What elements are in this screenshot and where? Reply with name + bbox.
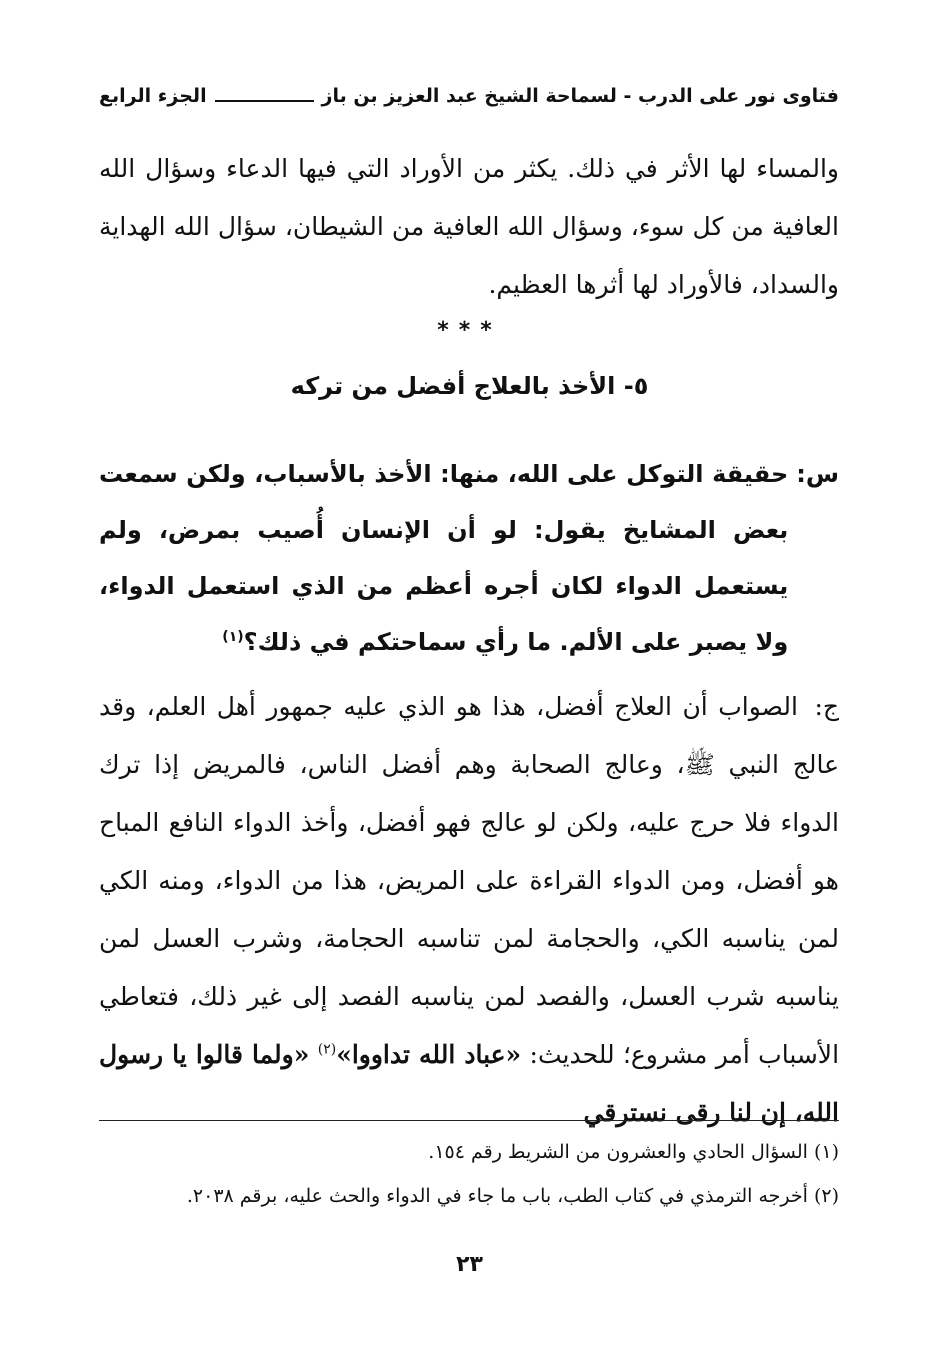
- footnotes: [99, 1130, 839, 1218]
- footnote-ref-1: (١): [222, 629, 244, 645]
- header-volume: الجزء الرابع: [99, 85, 207, 107]
- hadith-quote-1: «عباد الله تداووا»: [336, 1040, 522, 1069]
- intro-paragraph: والمساء لها الأثر في ذلك. يكثر من الأوراد التي فيها الدعاء وسؤال الله العافية من كل سوء، وسؤال الله العافية من الشيطان، سؤال الله الهداية والسداد، فالأوراد لها أثرها العظيم.: [99, 154, 839, 299]
- header-rule: [215, 100, 314, 102]
- footnote-2: (٢) أخرجه الترمذي في كتاب الطب، باب ما جاء في الدواء والحث عليه، برقم ٢٠٣٨.: [186, 1185, 839, 1207]
- footnote-rule: [99, 1120, 839, 1121]
- question-text: حقيقة التوكل على الله، منها: الأخذ بالأسباب، ولكن سمعت بعض المشايخ يقول: لو أن الإنسان أُصيب بمرض، ولم يستعمل الدواء لكان أجره أعظم من الذي استعمل الدواء، ولا يصبر على الألم. ما رأي سماحتكم في ذلك؟: [99, 460, 789, 656]
- question-text-wrapper: [99, 446, 788, 670]
- section-title: ٥- الأخذ بالعلاج أفضل من تركه: [290, 372, 649, 400]
- answer-text: الصواب أن العلاج أفضل، هذا هو الذي عليه جمهور أهل العلم، وقد عالج النبي ﷺ، وعالج الصحابة وهم أفضل الناس، فالمريض إذا ترك الدواء فلا حرج عليه، ولكن لو عالج فهو أفضل، وأخذ الدواء النافع المباح هو أفضل، ومن الدواء القراءة على المريض، هذا من الدواء، ومنه الكي لمن يناسبه الكي، والحجامة لمن تناسبه الحجامة، وشرب العسل لمن يناسبه شرب العسل، والفصد لمن يناسبه الفصد إلى غير ذلك، فتعاطي الأسباب أمر مشروع؛ للحديث:: [99, 692, 840, 1069]
- page-number: ٢٣: [456, 1252, 483, 1277]
- header-title: فتاوى نور على الدرب - لسماحة الشيخ عبد العزيز بن باز: [321, 85, 839, 107]
- hadith-quote-2: «ولما قالوا يا رسول الله، إن لنا رقى نسترقي: [99, 1040, 839, 1127]
- question-block: [99, 446, 839, 670]
- running-header: [99, 78, 839, 114]
- answer-block: [99, 678, 839, 1142]
- footnote-1: (١) السؤال الحادي والعشرون من الشريط رقم ١٥٤.: [428, 1141, 839, 1163]
- footnote-ref-2: (٢): [317, 1041, 337, 1058]
- question-label: س:: [796, 460, 839, 488]
- section-separator: ***: [437, 318, 502, 343]
- answer-label: ج:: [814, 692, 840, 721]
